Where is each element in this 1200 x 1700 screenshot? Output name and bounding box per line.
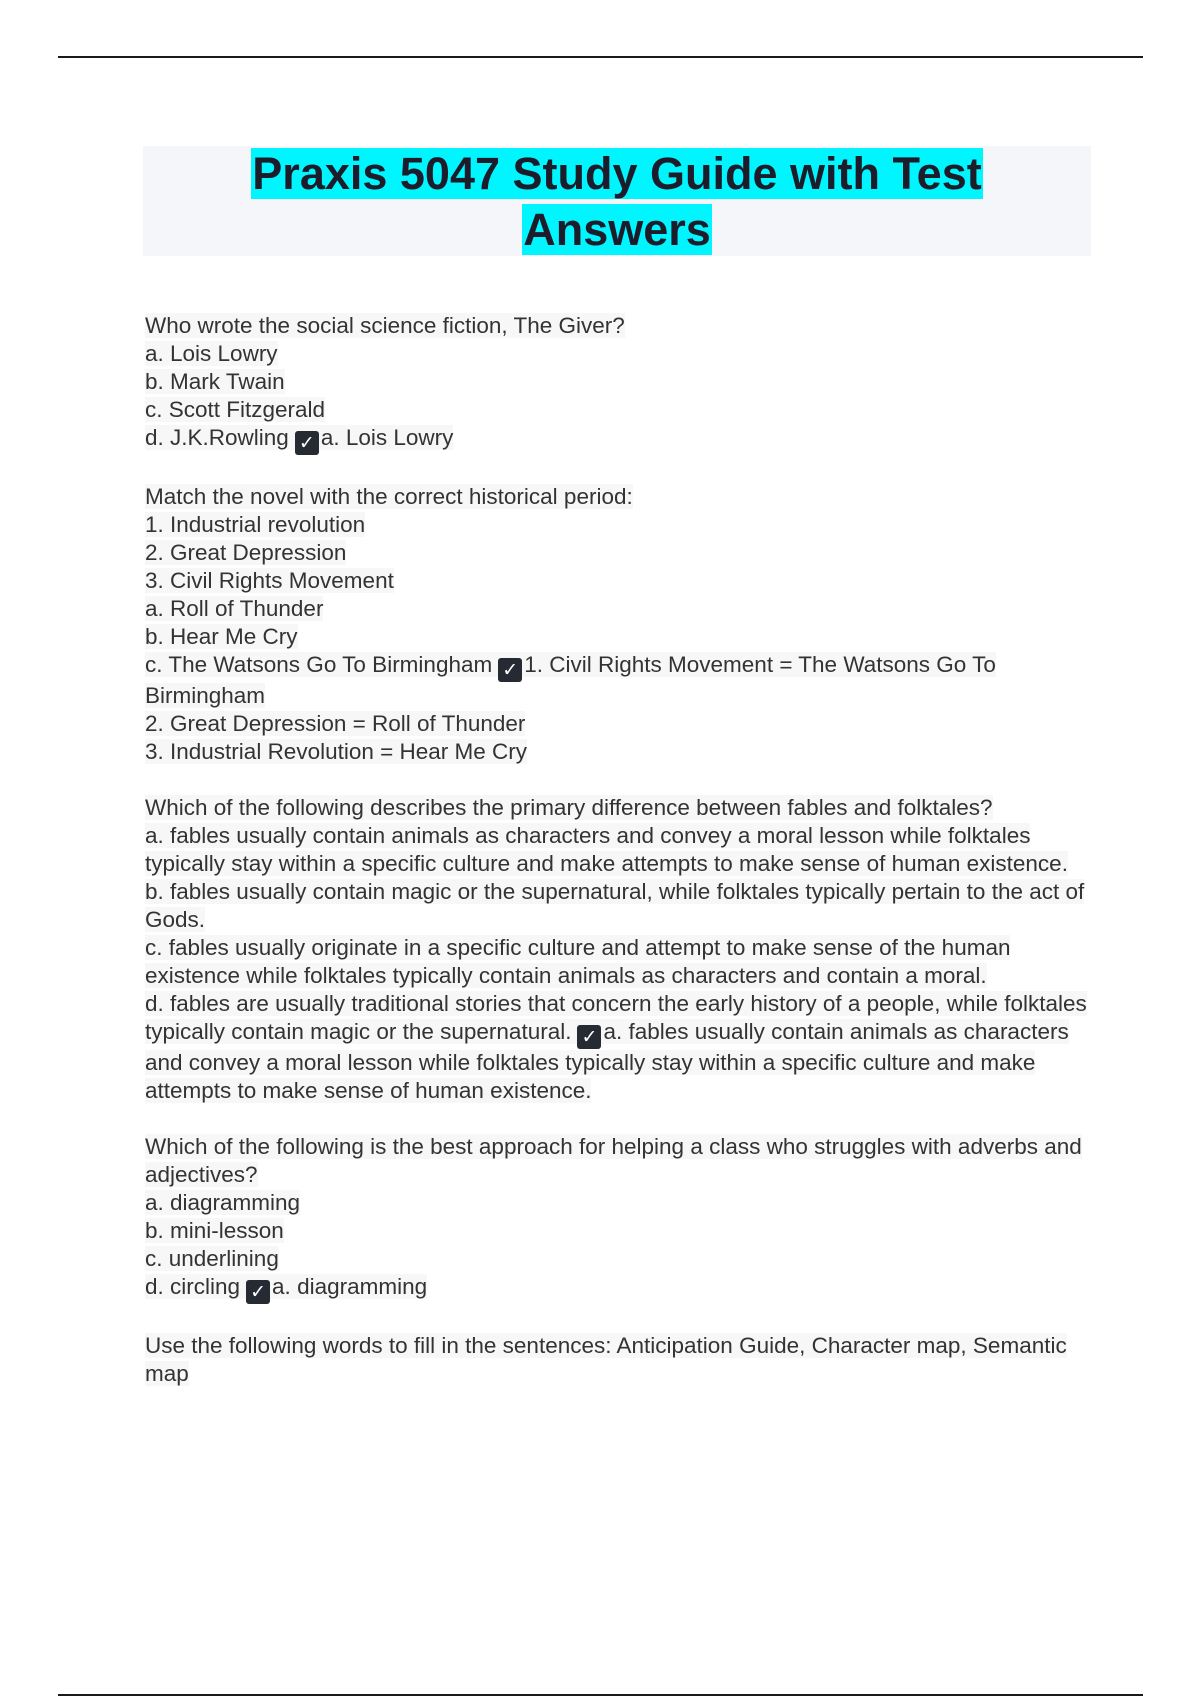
option-d: d. circling — [145, 1274, 241, 1299]
answer-text: a. diagramming — [272, 1274, 428, 1299]
novel-b: b. Hear Me Cry — [145, 624, 298, 649]
question-1 — [145, 312, 1095, 455]
question-text: Match the novel with the correct historical period: — [145, 484, 633, 509]
novel-a: a. Roll of Thunder — [145, 596, 324, 621]
answer-text: a. Lois Lowry — [320, 425, 454, 450]
top-rule — [58, 56, 1143, 58]
option-b: b. fables usually contain magic or the supernatural, while folktales typically pertain to the act of Gods. — [145, 879, 1085, 932]
question-text: Which of the following describes the primary difference between fables and folktales? — [145, 795, 993, 820]
option-d: d. fables are usually traditional stories that concern the early history of a people, while folktales typically contain magic or the supernatural. — [145, 991, 1087, 1044]
period-2: 2. Great Depression — [145, 540, 347, 565]
title-banner — [143, 146, 1091, 256]
page-title: Praxis 5047 Study Guide with Test Answers — [252, 148, 982, 255]
option-c: c. fables usually originate in a specific culture and attempt to make sense of the human existence while folktales typically contain animals as characters and contain a moral. — [145, 935, 1011, 988]
option-c: c. underlining — [145, 1246, 279, 1271]
question-text: Which of the following is the best approach for helping a class who struggles with adverbs and adjectives? — [145, 1134, 1082, 1187]
option-a: a. Lois Lowry — [145, 341, 278, 366]
option-b: b. Mark Twain — [145, 369, 285, 394]
checkmark-icon: ✓ — [498, 658, 522, 682]
option-c: c. Scott Fitzgerald — [145, 397, 326, 422]
checkmark-icon: ✓ — [577, 1025, 601, 1049]
option-d: d. J.K.Rowling — [145, 425, 289, 450]
option-a: a. fables usually contain animals as characters and convey a moral lesson while folktales typically stay within a specific culture and make attempts to make sense of human existence. — [145, 823, 1068, 876]
question-4 — [145, 1133, 1095, 1304]
checkmark-icon: ✓ — [246, 1280, 270, 1304]
option-a: a. diagramming — [145, 1190, 301, 1215]
bottom-rule — [58, 1694, 1143, 1696]
checkmark-icon: ✓ — [295, 431, 319, 455]
answer-text-3: 3. Industrial Revolution = Hear Me Cry — [145, 739, 528, 764]
question-3 — [145, 794, 1095, 1105]
period-3: 3. Civil Rights Movement — [145, 568, 394, 593]
novel-c: c. The Watsons Go To Birmingham — [145, 652, 493, 677]
question-5 — [145, 1332, 1095, 1388]
question-text: Use the following words to fill in the sentences: Anticipation Guide, Character map, Semantic map — [145, 1333, 1067, 1386]
question-2 — [145, 483, 1095, 766]
answer-text: a. fables usually contain animals as characters and convey a moral lesson while folktales typically stay within a specific culture and make attempts to make sense of human existence. — [145, 1019, 1069, 1103]
question-text: Who wrote the social science fiction, The Giver? — [145, 313, 625, 338]
qa-content — [145, 312, 1095, 1416]
answer-text-2: 2. Great Depression = Roll of Thunder — [145, 711, 526, 736]
period-1: 1. Industrial revolution — [145, 512, 366, 537]
option-b: b. mini-lesson — [145, 1218, 284, 1243]
answer-text-1: 1. Civil Rights Movement = The Watsons Go To Birmingham — [145, 652, 996, 708]
